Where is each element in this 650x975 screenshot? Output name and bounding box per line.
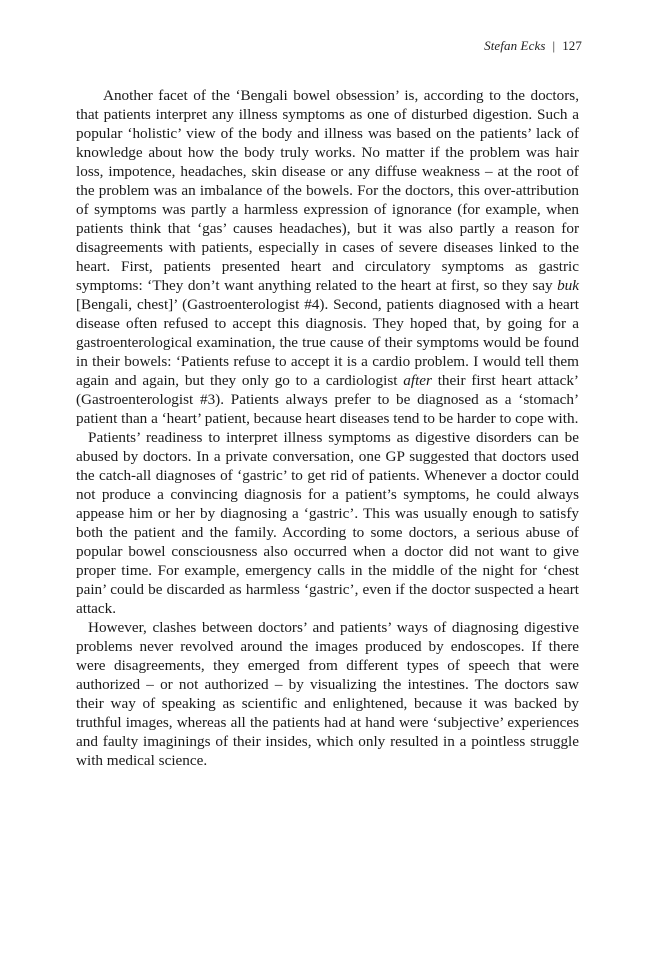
- paragraph-1: [76, 86, 579, 428]
- running-head-author: Stefan Ecks: [484, 38, 546, 53]
- term-buk: buk: [557, 277, 579, 294]
- paragraph-2: Patients’ readiness to interpret illness symptoms as digestive disorders can be abused by doctors. In a private conversation, one GP suggested that doctors used the catch-all diagnoses of ‘gastric’ to get rid of patients. Whenever a doctor could not produce a convincing diagnosis for a patient’s symptoms, he could always appease him or her by diagnosing a ‘gastric’. This was usually enough to satisfy both the patient and the family. According to some doctors, a serious abuse of popular bowel consciousness also occurred when a doctor did not want to give proper time. For example, emergency calls in the middle of the night for ‘chest pain’ could be discarded as harmless ‘gastric’, even if the doctor suspected a heart attack.: [76, 429, 579, 617]
- body-text: [76, 86, 579, 770]
- term-after: after: [403, 372, 432, 389]
- paragraph-1-part-b: [Bengali, chest]’ (Gastroenterologist #4). Second, patients diagnosed with a heart disease often refused to accept this diagnosis. They hoped that, by going for a gastroenterological examination, the true cause of their symptoms would be found in their bowels: ‘Patients refuse to accept it is a cardio problem. I would tell them again and again, but they only go to a cardiologist: [76, 296, 579, 389]
- page-number: 127: [562, 38, 582, 53]
- paragraph-3: However, clashes between doctors’ and patients’ ways of diagnosing digestive problems never revolved around the images produced by endoscopes. If there were disagreements, they emerged from different types of speech that were authorized – or not authorized – by visualizing the intestines. The doctors saw their way of speaking as scientific and enlightened, because it was backed by truthful images, whereas all the patients had at hand were ‘subjective’ experiences and faulty imaginings of their insides, which only resulted in a pointless struggle with medical science.: [76, 619, 579, 769]
- paragraph-1-part-c: their first heart attack’ (Gastroenterologist #3). Patients always prefer to be diagnosed as a ‘stomach’ patient than a ‘heart’ patient, because heart diseases tend to be harder to cope with.: [76, 372, 579, 427]
- running-head: [484, 38, 582, 54]
- running-head-separator: |: [552, 38, 556, 53]
- paragraph-1-part-a: Another facet of the ‘Bengali bowel obsession’ is, according to the doctors, that patients interpret any illness symptoms as one of disturbed digestion. Such a popular ‘holistic’ view of the body and illness was based on the patients’ lack of knowledge about how the body truly works. No matter if the problem was hair loss, impotence, headaches, skin disease or any diffuse weakness – at the root of the problem was an imbalance of the bowels. For the doctors, this over-attribution of symptoms was partly a harmless expression of ignorance (for example, when patients think that ‘gas’ causes headaches), but it was also partly a reason for disagreements with patients, especially in cases of severe diseases linked to the heart. First, patients presented heart and circulatory symptoms as gastric symptoms: ‘They don’t want anything related to the heart at first, so they say: [76, 87, 579, 294]
